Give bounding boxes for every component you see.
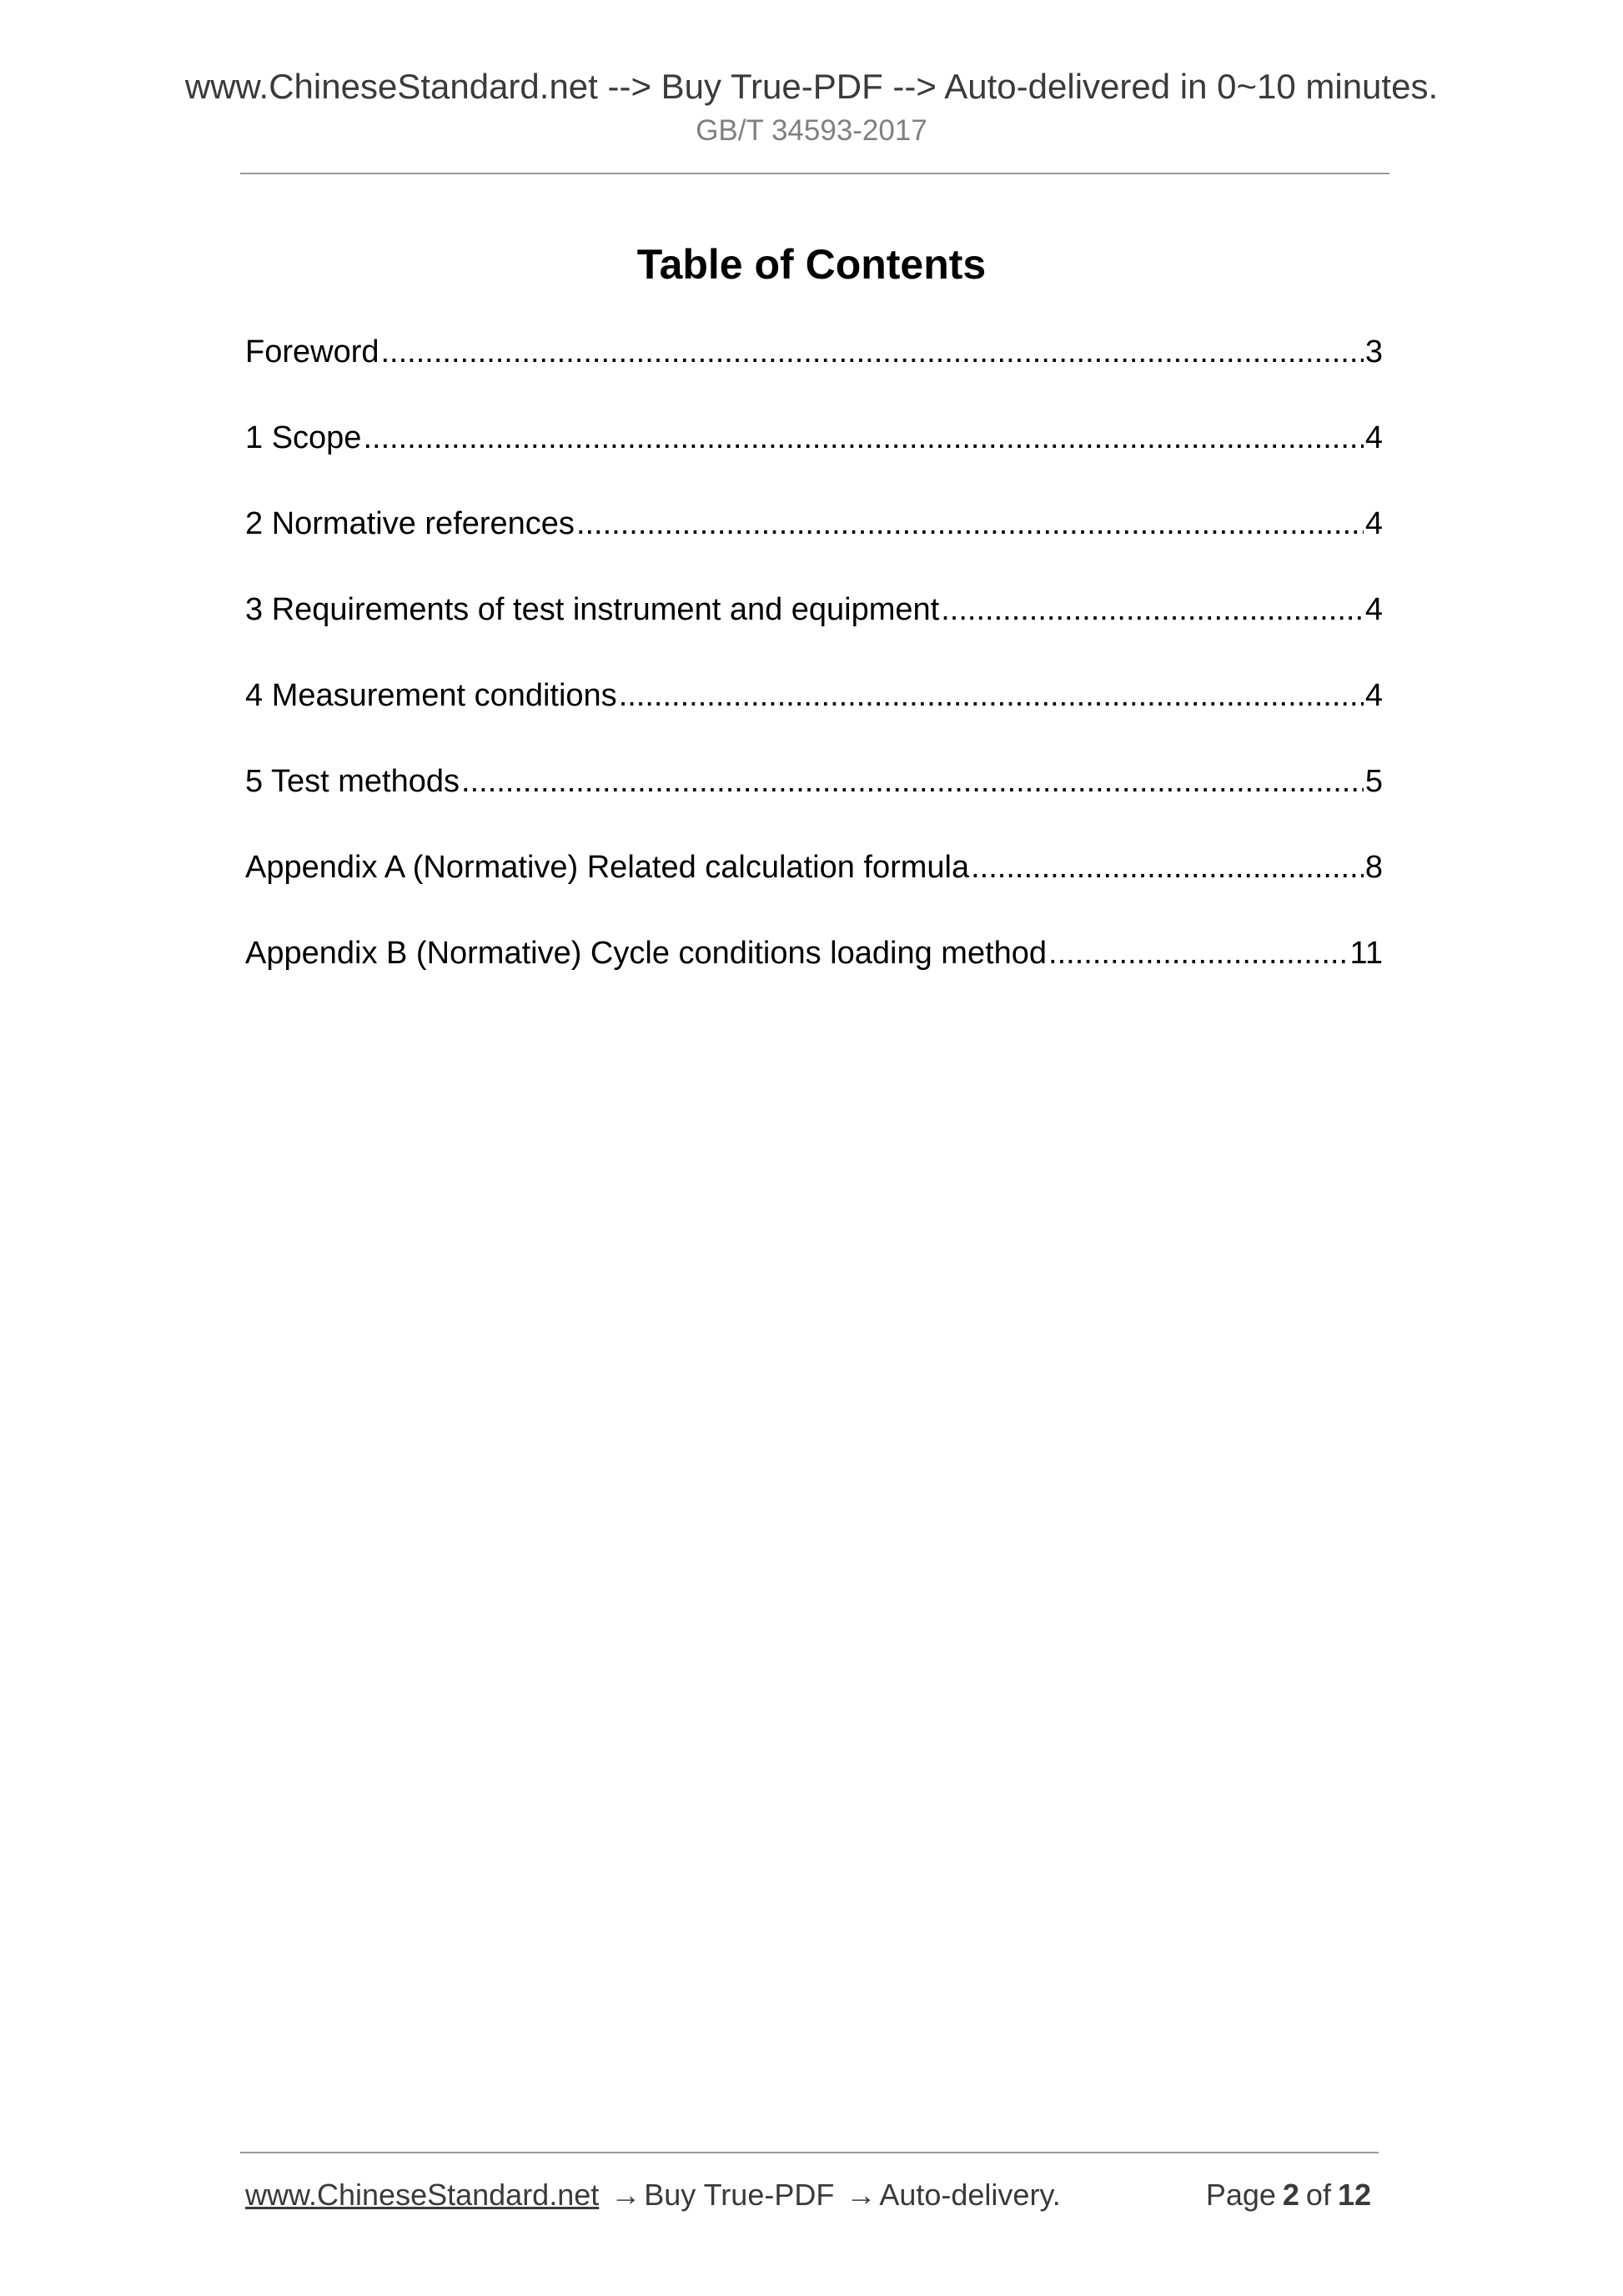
toc-leader-dots (941, 583, 1364, 636)
toc-entry-label: 2 Normative references (245, 506, 575, 541)
current-page-number: 2 (1282, 2178, 1299, 2212)
toc-entry-label: Appendix A (Normative) Related calculation formula (245, 850, 970, 885)
toc-entry-scope[interactable] (245, 411, 1383, 497)
arrow-right-icon: → (846, 2178, 877, 2212)
header-divider (240, 173, 1389, 174)
toc-leader-dots (576, 497, 1364, 550)
toc-entry-label: 4 Measurement conditions (245, 678, 617, 713)
toc-entry-page: 3 (1364, 334, 1383, 369)
toc-leader-dots (461, 755, 1364, 808)
header-banner[interactable]: www.ChineseStandard.net --> Buy True-PDF --> Auto-delivered in 0~10 minutes. (184, 67, 1439, 106)
toc-entry-label: Foreword (245, 334, 379, 369)
footer-buy-text: Buy True-PDF (644, 2178, 835, 2212)
toc-leader-dots (363, 411, 1363, 465)
toc-entry-label: Appendix B (Normative) Cycle conditions loading method (245, 936, 1048, 971)
toc-entry-page: 8 (1364, 850, 1383, 885)
toc-list (245, 325, 1383, 1012)
of-word: of (1305, 2178, 1331, 2212)
footer-divider (240, 2152, 1379, 2153)
toc-entry-label: 1 Scope (245, 420, 362, 455)
footer-delivery-text: Auto-delivery. (879, 2178, 1061, 2212)
toc-entry-test-methods[interactable] (245, 755, 1383, 841)
toc-entry-appendix-a[interactable] (245, 841, 1383, 927)
toc-leader-dots (381, 325, 1364, 379)
toc-entry-measurement-conditions[interactable] (245, 669, 1383, 755)
toc-entry-appendix-b[interactable] (245, 927, 1383, 1012)
page-header (0, 62, 1623, 150)
total-pages-number: 12 (1337, 2178, 1371, 2212)
page-word: Page (1205, 2178, 1276, 2212)
header-standard-code: GB/T 34593-2017 (696, 114, 927, 147)
toc-entry-page: 11 (1349, 936, 1383, 971)
footer-site-link[interactable]: www.ChineseStandard.net (245, 2178, 600, 2212)
toc-entry-normative-references[interactable] (245, 497, 1383, 583)
toc-leader-dots (1048, 927, 1349, 980)
page-footer (245, 2170, 1383, 2220)
toc-entry-page: 4 (1364, 592, 1383, 627)
toc-leader-dots (971, 841, 1364, 894)
toc-entry-page: 4 (1364, 678, 1383, 713)
toc-leader-dots (619, 669, 1364, 722)
arrow-right-icon: → (611, 2178, 641, 2212)
page-number (1206, 2170, 1378, 2220)
page-title: Table of Contents (636, 241, 987, 288)
toc-entry-page: 4 (1364, 420, 1383, 455)
toc-entry-page: 4 (1364, 506, 1383, 541)
toc-entry-page: 5 (1364, 764, 1383, 799)
toc-entry-label: 3 Requirements of test instrument and equipment (245, 592, 940, 627)
toc-entry-label: 5 Test methods (245, 764, 460, 799)
footer-links (245, 2170, 1061, 2220)
toc-entry-requirements[interactable] (245, 583, 1383, 669)
toc-entry-foreword[interactable] (245, 325, 1383, 411)
